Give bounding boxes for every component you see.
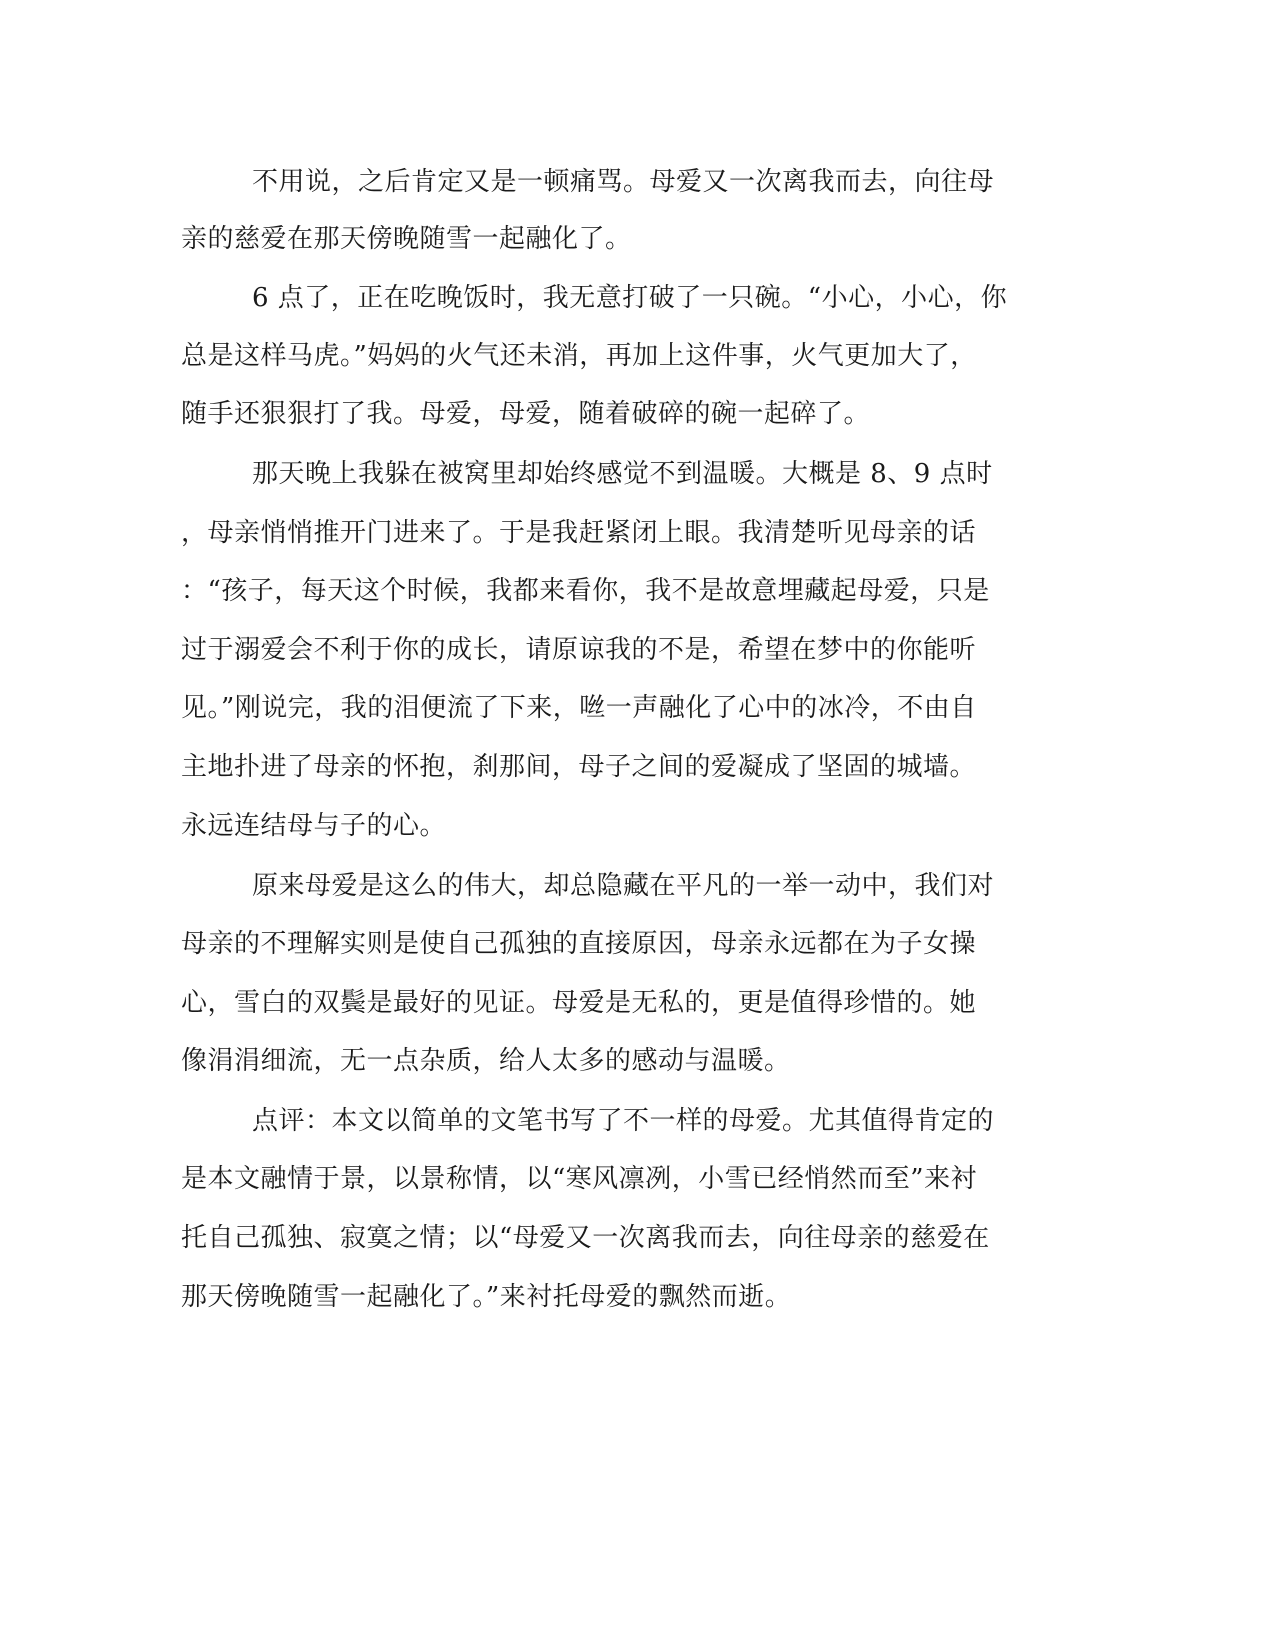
text-line-15: 心，雪白的双鬓是最好的见证。母爱是无私的，更是值得珍惜的。她 <box>181 988 977 1018</box>
text-line-1: 不用说，之后肯定又是一顿痛骂。母爱又一次离我而去，向往母 <box>252 167 995 197</box>
text-line-16: 像涓涓细流，无一点杂质，给人太多的感动与温暖。 <box>181 1046 791 1076</box>
text-line-11: 主地扑进了母亲的怀抱，刹那间，母子之间的爱凝成了坚固的城墙。 <box>181 752 977 782</box>
text-line-4: 总是这样马虎。”妈妈的火气还未消，再加上这件事，火气更加大了， <box>181 341 977 371</box>
text-line-20: 那天傍晚随雪一起融化了。”来衬托母爱的飘然而逝。 <box>181 1282 792 1312</box>
text-line-13: 原来母爱是这么的伟大，却总隐藏在平凡的一举一动中，我们对 <box>252 871 995 901</box>
text-line-10: 见。”刚说完，我的泪便流了下来，咝一声融化了心中的冰冷，不由自 <box>181 693 977 723</box>
text-line-3: 6 点了，正在吃晚饭时，我无意打破了一只碗。“小心，小心，你 <box>252 283 1008 313</box>
text-line-5: 随手还狠狠打了我。母爱，母爱，随着破碎的碗一起碎了。 <box>181 399 871 429</box>
text-line-12: 永远连结母与子的心。 <box>181 811 447 841</box>
text-line-8: ：“孩子，每天这个时候，我都来看你，我不是故意埋藏起母爱，只是 <box>181 576 990 606</box>
text-line-9: 过于溺爱会不利于你的成长，请原谅我的不是，希望在梦中的你能听 <box>181 635 977 665</box>
text-line-6: 那天晚上我躲在被窝里却始终感觉不到温暖。大概是 8、9 点时 <box>252 459 993 489</box>
text-line-18: 是本文融情于景，以景称情，以“寒风凛冽，小雪已经悄然而至”来衬 <box>181 1164 978 1194</box>
text-line-14: 母亲的不理解实则是使自己孤独的直接原因，母亲永远都在为子女操 <box>181 929 977 959</box>
text-line-19: 托自己孤独、寂寞之情；以“母爱又一次离我而去，向往母亲的慈爱在 <box>181 1223 990 1253</box>
text-line-2: 亲的慈爱在那天傍晚随雪一起融化了。 <box>181 224 632 254</box>
text-line-7: ，母亲悄悄推开门进来了。于是我赶紧闭上眼。我清楚听见母亲的话 <box>181 518 977 548</box>
text-line-17: 点评：本文以简单的文笔书写了不一样的母爱。尤其值得肯定的 <box>252 1106 995 1136</box>
